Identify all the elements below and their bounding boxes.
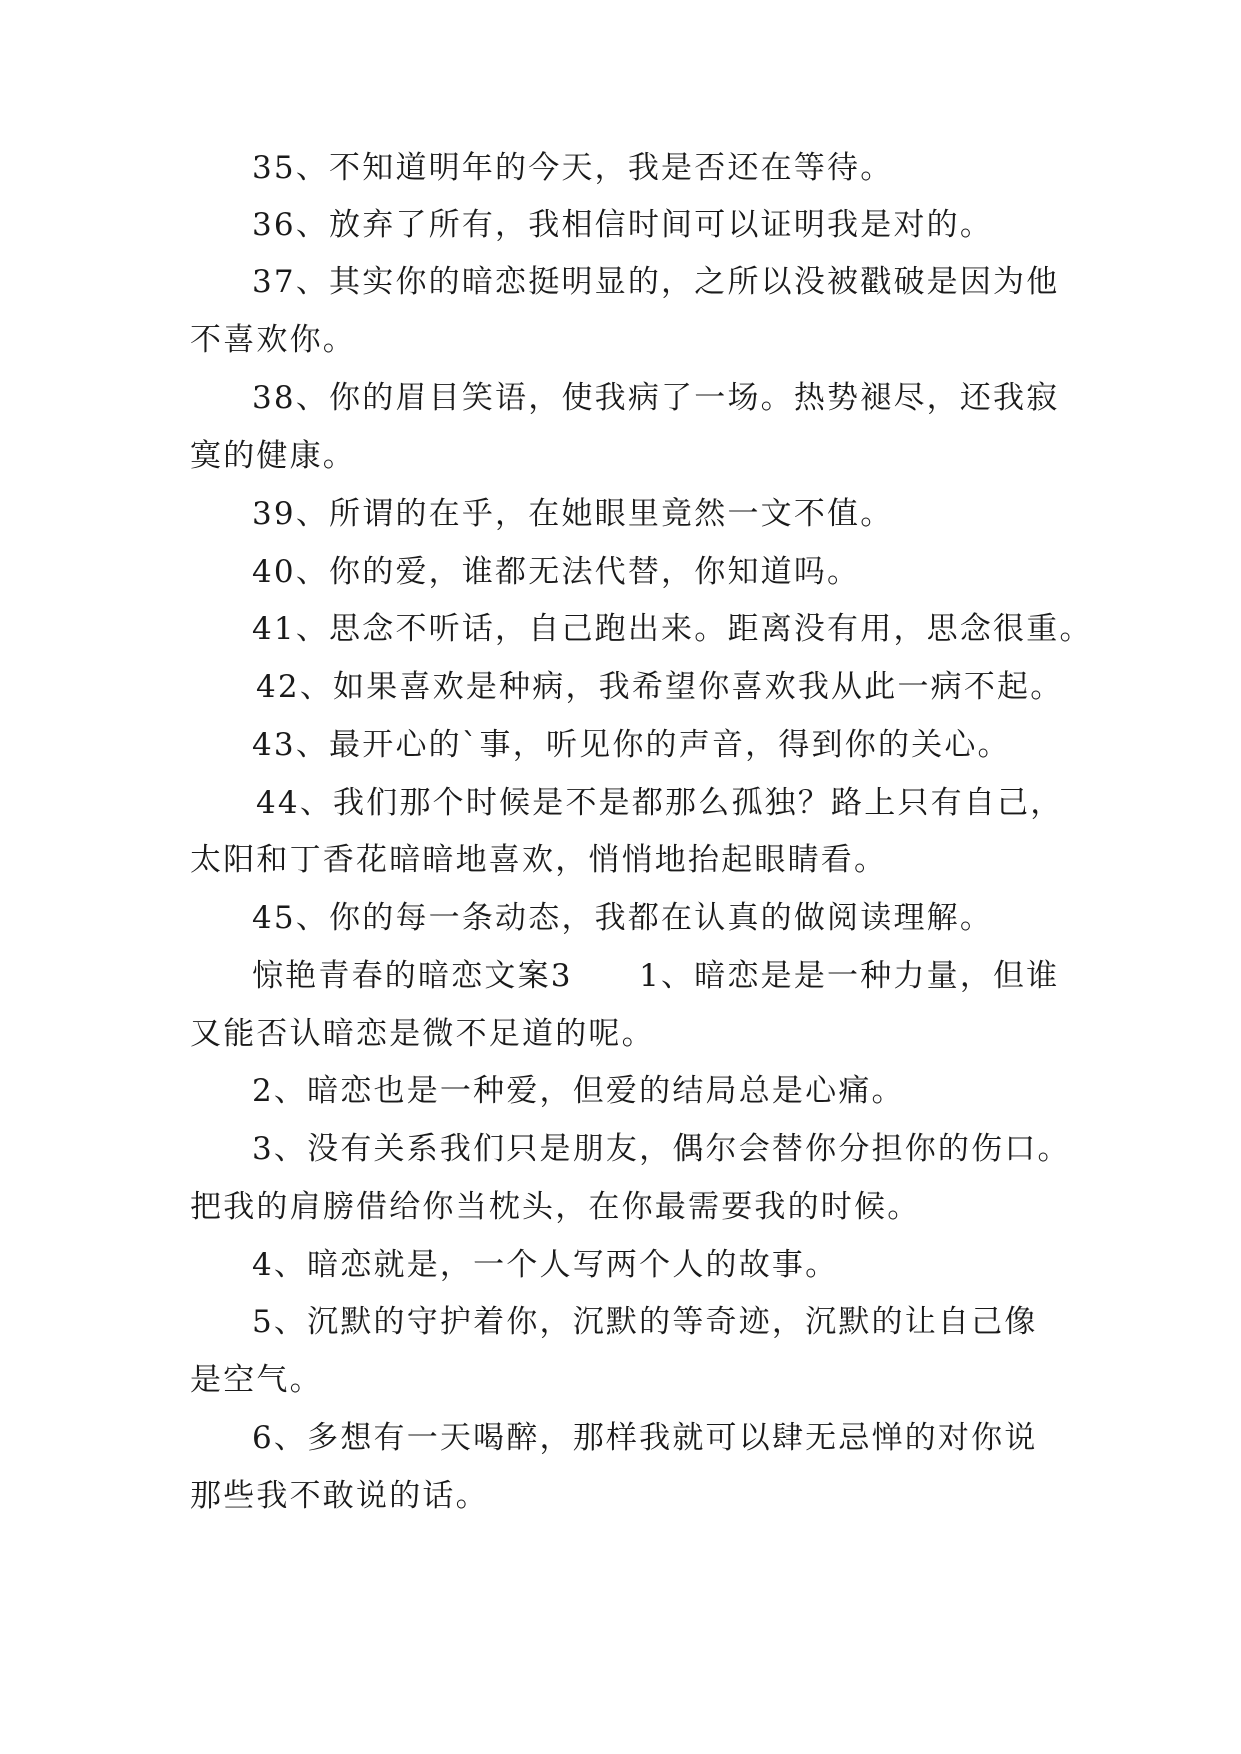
text-line: 41、思念不听话，自己跑出来。距离没有用，思念很重。 xyxy=(252,611,1093,647)
text-line: 2、暗恋也是一种爱，但爱的结局总是心痛。 xyxy=(252,1073,905,1109)
text-line: 太阳和丁香花暗暗地喜欢，悄悄地抬起眼睛看。 xyxy=(190,842,888,878)
text-line: 把我的肩膀借给你当枕头，在你最需要我的时候。 xyxy=(190,1189,921,1225)
text-line: 惊艳青春的暗恋文案3 1、暗恋是是一种力量，但谁 xyxy=(252,958,1060,994)
text-line: 35、不知道明年的今天，我是否还在等待。 xyxy=(252,150,894,186)
text-line: 又能否认暗恋是微不足道的呢。 xyxy=(190,1016,655,1052)
text-line: 不喜欢你。 xyxy=(190,322,356,358)
text-line: 6、多想有一天喝醉，那样我就可以肆无忌惮的对你说 xyxy=(252,1420,1038,1456)
text-line: 37、其实你的暗恋挺明显的，之所以没被戳破是因为他 xyxy=(252,264,1060,300)
text-line: 38、你的眉目笑语，使我病了一场。热势褪尽，还我寂 xyxy=(252,380,1060,416)
text-line: 43、最开心的`事，听见你的声音，得到你的关心。 xyxy=(252,727,1011,763)
text-line: 4、暗恋就是，一个人写两个人的故事。 xyxy=(252,1247,839,1283)
text-line: 44、我们那个时候是不是都那么孤独？路上只有自己， xyxy=(256,785,1064,821)
text-line: 那些我不敢说的话。 xyxy=(190,1478,489,1514)
text-line: 是空气。 xyxy=(190,1362,323,1398)
text-line: 36、放弃了所有，我相信时间可以证明我是对的。 xyxy=(252,207,994,243)
text-line: 40、你的爱，谁都无法代替，你知道吗。 xyxy=(252,554,861,590)
text-line: 3、没有关系我们只是朋友，偶尔会替你分担你的伤口。 xyxy=(252,1131,1071,1167)
text-line: 5、沉默的守护着你，沉默的等奇迹，沉默的让自己像 xyxy=(252,1304,1038,1340)
text-line: 42、如果喜欢是种病，我希望你喜欢我从此一病不起。 xyxy=(256,669,1064,705)
text-line: 45、你的每一条动态，我都在认真的做阅读理解。 xyxy=(252,900,994,936)
text-line: 寞的健康。 xyxy=(190,438,356,474)
text-line: 39、所谓的在乎，在她眼里竟然一文不值。 xyxy=(252,496,894,532)
